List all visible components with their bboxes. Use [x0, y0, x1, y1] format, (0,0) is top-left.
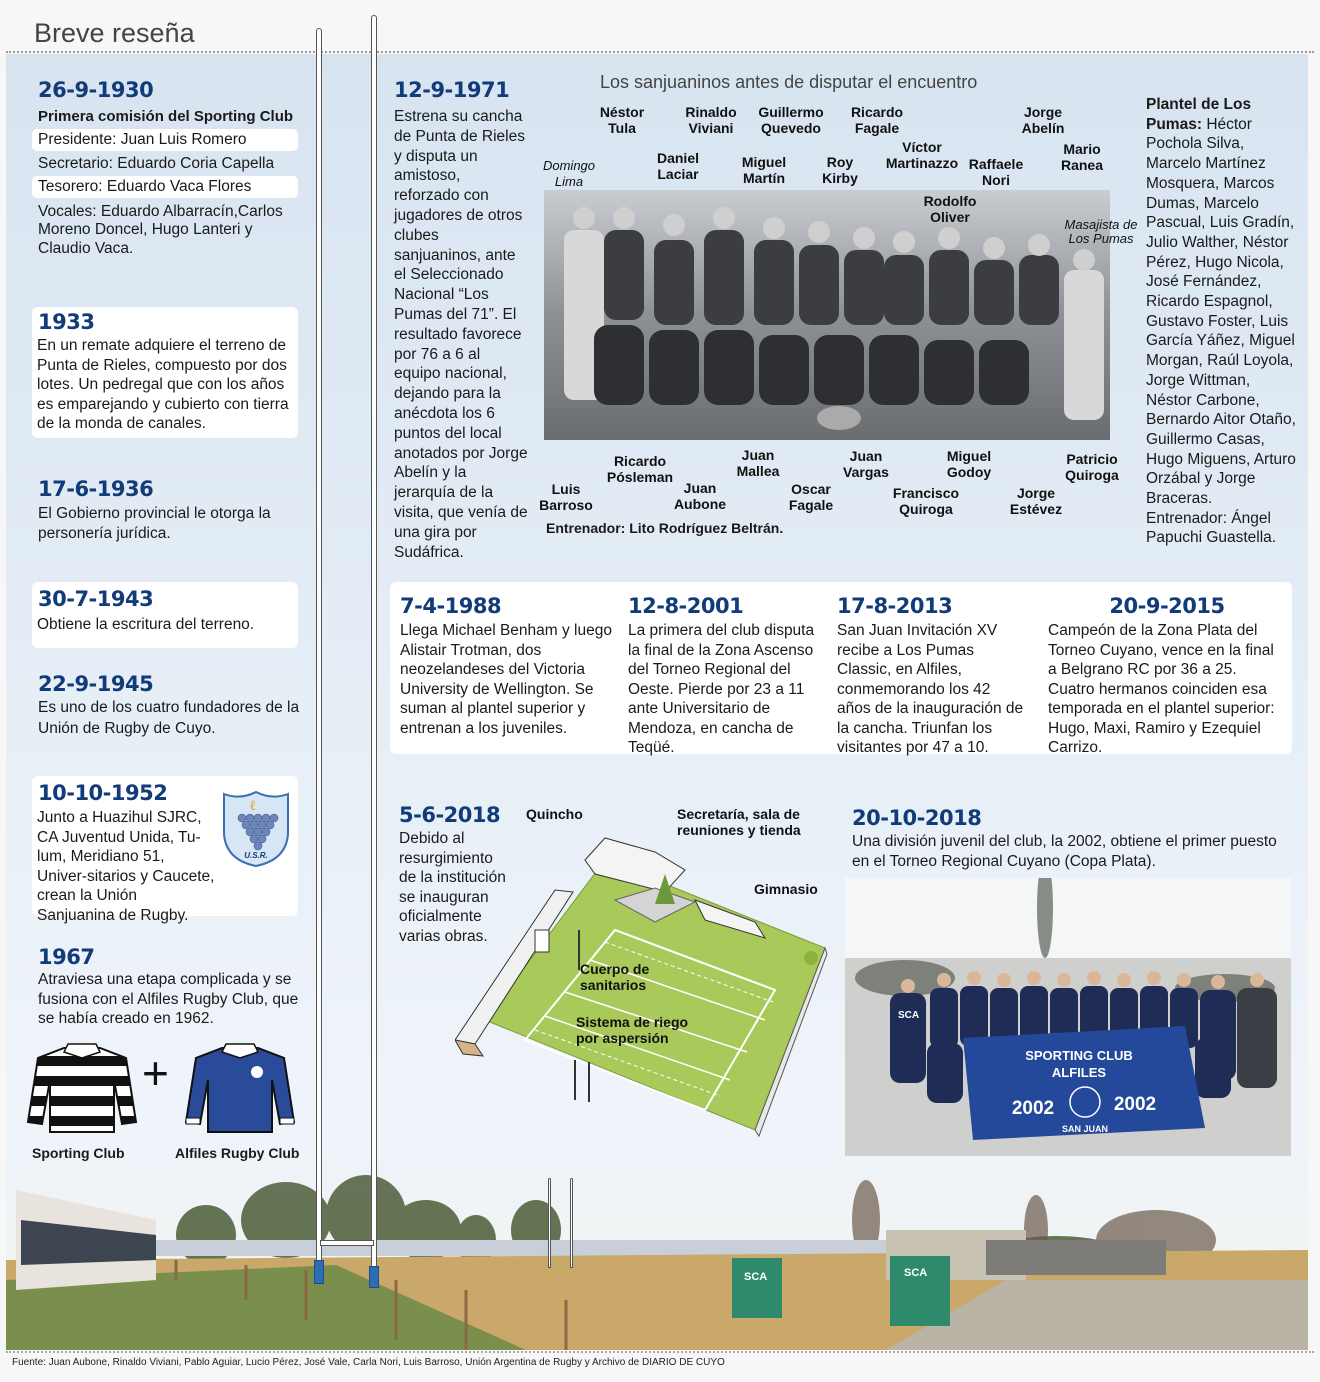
- event-1988: [400, 594, 612, 738]
- event-text: Campeón de la Zona Plata del Torneo Cuyano, vence en la final a Belgrano RC por 36 a 25. Cuatro hermanos coinciden esa temporada en el plantel superior: Hugo, Maxi, Ramiro y Ezequiel Carrizo.: [1048, 622, 1275, 756]
- event-text: En un remate adquiere el terreno de Punta de Rieles, compuesto por dos lotes. Un pedregal que con los años es emparejando y cubierto con tierra de la monda de canales.: [37, 337, 289, 432]
- player-label: Ricardo Fagale: [850, 104, 904, 136]
- event-1930: [38, 78, 303, 258]
- pumas-roster-text: Héctor Pochola Silva, Marcelo Martínez Mosquera, Marcos Dumas, Marcelo Pascual, Luis Gradín, Julio Walther, Néstor Pérez, Hugo Nicola, José Fernández, Ricardo Espagnol, Gustavo Foster, Luis García Yáñez, Miguel Morgan, Raúl Loyola, Jorge Wittman, Néstor Carbone, Bernardo Aitor Otaño, Guillermo Casas, Hugo Miguens, Arturo Orzábal y Jorge Braceras. Entrenador: Ángel Papuchi Guastella.: [1146, 115, 1296, 547]
- svg-text:ALFILES: ALFILES: [1051, 1065, 1107, 1080]
- event-date: 1933: [38, 310, 95, 334]
- event-date: 10-10-1952: [38, 781, 168, 805]
- event-2015: [1048, 594, 1286, 758]
- far-goal-post: [570, 1178, 573, 1268]
- goal-crossbar: [320, 1240, 374, 1246]
- alfiles-jersey-icon: [184, 1040, 296, 1135]
- goal-post-left: [316, 28, 322, 1268]
- player-label: Juan Vargas: [843, 448, 889, 480]
- event-1967: [38, 945, 308, 1029]
- event-1945: [38, 672, 300, 739]
- player-label: Juan Mallea: [736, 447, 780, 479]
- team-photo-1971: [544, 190, 1110, 440]
- diagram-label-sanitarios: Cuerpo de sanitarios: [580, 961, 650, 993]
- pumas-roster-label: Plantel de Los Pumas:: [1146, 96, 1252, 133]
- player-label: Roy Kirby: [822, 154, 858, 186]
- event-date: 12-9-1971: [394, 78, 510, 102]
- event-text: Es uno de los cuatro fundadores de la Unión de Rugby de Cuyo.: [38, 699, 300, 737]
- diagram-label-secretaria: Secretaría, sala de reuniones y tienda: [677, 806, 801, 838]
- player-label: Jorge Abelín: [1021, 104, 1065, 136]
- svg-text:SPORTING CLUB: SPORTING CLUB: [1025, 1048, 1133, 1063]
- player-label: Miguel Martín: [741, 154, 787, 186]
- svg-text:ℓ: ℓ: [250, 798, 256, 814]
- event-text: Una división juvenil del club, la 2002, obtiene el primer puesto en el Torneo Regional Cuyano (Copa Plata).: [852, 833, 1277, 870]
- jersey-label-sporting: Sporting Club: [32, 1145, 125, 1161]
- player-label: Masajista de Los Pumas: [1064, 217, 1138, 246]
- player-label: Néstor Tula: [599, 104, 645, 136]
- top-divider: [6, 51, 1314, 53]
- diagram-label-riego: Sistema de riego por aspersión: [576, 1014, 689, 1046]
- post-pad: [314, 1260, 324, 1284]
- player-label: Guillermo Quevedo: [758, 104, 824, 136]
- diagram-label-quincho: Quincho: [526, 806, 583, 822]
- player-label: Luis Barroso: [539, 481, 593, 513]
- event-2001: [628, 594, 818, 758]
- player-label: Patricio Quiroga: [1065, 451, 1119, 483]
- event-text: Atraviesa una etapa complicada y se fusiona con el Alfiles Rugby Club, que se había creado en 1962.: [38, 971, 299, 1027]
- commission-secretary: Secretario: Eduardo Coria Capella: [38, 154, 275, 172]
- event-date: 22-9-1945: [38, 672, 154, 696]
- event-1971: [394, 78, 529, 562]
- event-date: 20-10-2018: [852, 806, 982, 830]
- event-date: 7-4-1988: [400, 594, 502, 618]
- event-date: 5-6-2018: [399, 803, 501, 827]
- commission-president: Presidente: Juan Luis Romero: [32, 129, 298, 151]
- svg-text:SCA: SCA: [898, 1010, 920, 1021]
- player-label: Miguel Godoy: [946, 448, 992, 480]
- svg-text:2002: 2002: [1113, 1094, 1157, 1115]
- event-date: 30-7-1943: [38, 587, 154, 611]
- event-text: Debido al resurgimiento de la institución se inauguran oficialmente varias obras.: [399, 830, 506, 945]
- event-date: 17-6-1936: [38, 477, 154, 501]
- event-text: San Juan Invitación XV recibe a Los Pumas Classic, en Alfiles, conmemorando los 42 años de la inauguración de la cancha. Triunfan los visitantes por 47 a 10.: [837, 622, 1024, 756]
- event-1933-card: [32, 307, 298, 438]
- sporting-club-jersey-icon: [26, 1040, 138, 1135]
- player-label: Daniel Laciar: [656, 150, 699, 182]
- event-text: Llega Michael Benham y luego Alistair Trotman, dos neozelandeses del Victoria University de Wellington. Se suman al plantel superior y entrenan a los juveniles.: [400, 622, 612, 737]
- photo-coach: Entrenador: Lito Rodríguez Beltrán.: [546, 520, 784, 536]
- post-pad: [369, 1266, 379, 1288]
- field-panorama-photo: [6, 1160, 1308, 1350]
- player-label: Oscar Fagale: [788, 481, 834, 513]
- usr-shield-logo: [220, 786, 292, 868]
- svg-text:SCA: SCA: [904, 1267, 928, 1279]
- page-title: Breve reseña: [34, 18, 195, 48]
- diagram-label-gimnasio: Gimnasio: [754, 881, 818, 897]
- player-label: Domingo Lima: [542, 158, 596, 189]
- plus-sign: +: [142, 1047, 169, 1099]
- pumas-roster: [1146, 95, 1296, 548]
- event-2018-juvenil: [852, 806, 1292, 871]
- event-1943-card: [32, 582, 298, 648]
- event-1952-card: [32, 776, 298, 924]
- event-date: 20-9-2015: [1109, 594, 1225, 618]
- event-text: Estrena su cancha de Punta de Rieles y disputa un amistoso, reforzado con jugadores de otros clubes sanjuaninos, ante el Seleccionado Nacional “Los Pumas del 71”. El resultado favorece por 76 a 6 al equipo nacional, dejando para la anécdota los 6 puntos del local anotados por Jorge Abelín y la jerarquía de la visita, que venía de una gira por Sudáfrica.: [394, 108, 528, 561]
- svg-text:SCA: SCA: [744, 1271, 768, 1283]
- svg-text:U.S.R.: U.S.R.: [244, 851, 268, 860]
- far-goal-post: [548, 1178, 551, 1268]
- svg-text:SAN JUAN: SAN JUAN: [1061, 1124, 1109, 1134]
- source-credit: Fuente: Juan Aubone, Rinaldo Viviani, Pablo Aguiar, Lucio Pérez, José Vale, Carla Nori, Luis Barroso, Unión Argentina de Rugby y Archivo de DIARIO DE CUYO: [12, 1357, 725, 1368]
- player-label: Raffaele Nori: [968, 156, 1024, 188]
- event-subtitle: Primera comisión del Sporting Club: [38, 108, 294, 125]
- event-date: 17-8-2013: [837, 594, 953, 618]
- player-label: Víctor Martinazzo: [885, 139, 959, 171]
- player-label: Ricardo Pósleman: [606, 453, 674, 485]
- event-text: El Gobierno provincial le otorga la personería jurídica.: [38, 505, 271, 542]
- footer-divider: [6, 1351, 1314, 1353]
- commission-treasurer: Tesorero: Eduardo Vaca Flores: [32, 176, 298, 198]
- event-date: 12-8-2001: [628, 594, 744, 618]
- player-label: Mario Ranea: [1060, 141, 1104, 173]
- event-text: Vocales: Eduardo Albarracín,Carlos Moreno Doncel, Hugo Lanteri y Claudio Vaca.: [38, 202, 283, 257]
- event-date: 26-9-1930: [38, 78, 154, 102]
- event-text: Junto a Huazihul SJRC, CA Juventud Unida, Tu-lum, Meridiano 51, Univer-sitarios y Caucete, crean la Unión Sanjuanina de Rugby.: [37, 809, 215, 924]
- club-facilities-diagram: [455, 830, 835, 1160]
- event-text: La primera del club disputa la final de la Zona Ascenso del Torneo Regional del Oeste. Pierde por 23 a 11 ante Universitario de Mendoza, en cancha de Teqüé.: [628, 622, 815, 756]
- photo-caption: Los sanjuaninos antes de disputar el encuentro: [600, 72, 978, 92]
- player-label: Juan Aubone: [673, 480, 727, 512]
- player-label: Rodolfo Oliver: [923, 193, 977, 225]
- event-2013: [837, 594, 1027, 758]
- event-text: Obtiene la escritura del terreno.: [37, 616, 255, 633]
- goal-post-right: [371, 15, 377, 1268]
- event-1936: [38, 477, 300, 543]
- jersey-label-alfiles: Alfiles Rugby Club: [175, 1145, 300, 1161]
- player-label: Rinaldo Viviani: [685, 104, 737, 136]
- team-photo-2018: [845, 878, 1291, 1156]
- player-label: Francisco Quiroga: [892, 485, 960, 517]
- event-date: 1967: [38, 945, 95, 969]
- svg-text:2002: 2002: [1011, 1098, 1055, 1119]
- player-label: Jorge Estévez: [1009, 485, 1063, 517]
